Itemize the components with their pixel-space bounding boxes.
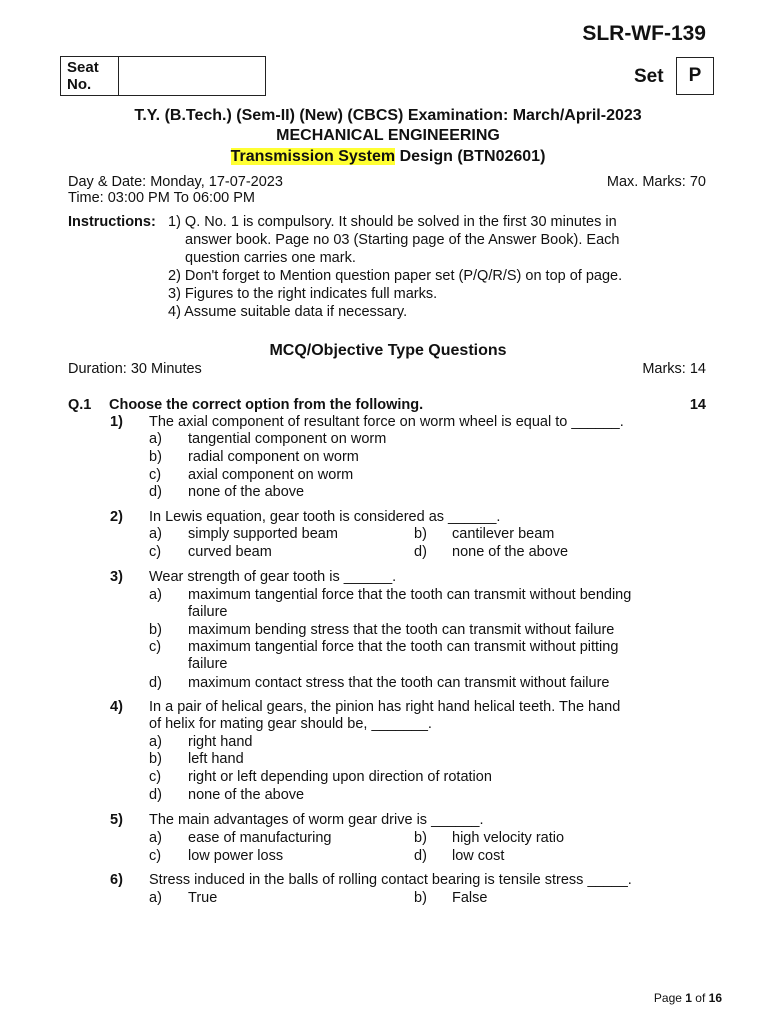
option-letter: a) bbox=[149, 734, 162, 750]
mcq-item bbox=[0, 509, 768, 564]
mcq-text: In a pair of helical gears, the pinion has right hand helical teeth. The hand bbox=[149, 699, 621, 715]
option-text: right hand bbox=[188, 734, 253, 750]
mcq-number: 1) bbox=[110, 414, 123, 430]
seat-number-box bbox=[60, 56, 266, 96]
option-letter: a) bbox=[149, 830, 162, 846]
mcq-text: The axial component of resultant force on worm wheel is equal to ______. bbox=[149, 414, 624, 430]
option-letter: d) bbox=[149, 675, 162, 691]
option-letter: b) bbox=[149, 751, 162, 767]
option-text: cantilever beam bbox=[452, 526, 555, 542]
option-letter: d) bbox=[149, 484, 162, 500]
option-text: none of the above bbox=[188, 787, 305, 803]
mcq-text: Wear strength of gear tooth is ______. bbox=[149, 569, 397, 585]
option-letter: c) bbox=[149, 467, 162, 483]
mcq-text-cont: of helix for mating gear should be, _______. bbox=[149, 716, 432, 732]
page-number: 1 bbox=[685, 991, 692, 1005]
exam-date: Day & Date: Monday, 17-07-2023 bbox=[68, 174, 283, 190]
set-value-box: P bbox=[676, 57, 714, 95]
section-duration: Duration: 30 Minutes bbox=[68, 361, 202, 377]
option-letter: b) bbox=[149, 622, 162, 638]
option-text: none of the above bbox=[452, 544, 569, 560]
option-text: axial component on worm bbox=[188, 467, 354, 483]
option-text: simply supported beam bbox=[188, 526, 338, 542]
mcq-number: 4) bbox=[110, 699, 123, 715]
mcq-item bbox=[0, 699, 768, 807]
option-text: maximum contact stress that the tooth can transmit without failure bbox=[188, 675, 610, 691]
option-text: maximum tangential force that the tooth can transmit without bending bbox=[188, 587, 632, 603]
page-total: 16 bbox=[708, 991, 722, 1005]
question-number: Q.1 bbox=[68, 397, 92, 413]
option-letter: a) bbox=[149, 587, 162, 603]
option-text: curved beam bbox=[188, 544, 272, 560]
mcq-number: 5) bbox=[110, 812, 123, 828]
mcq-number: 2) bbox=[110, 509, 123, 525]
option-text: none of the above bbox=[188, 484, 305, 500]
max-marks: Max. Marks: 70 bbox=[606, 174, 706, 190]
paper-code: SLR-WF-139 bbox=[582, 22, 706, 45]
option-text-cont: failure bbox=[188, 656, 228, 672]
subject-title bbox=[0, 148, 768, 166]
mcq-number: 3) bbox=[110, 569, 123, 585]
option-letter: d) bbox=[414, 544, 427, 560]
mcq-item bbox=[0, 812, 768, 867]
option-text: True bbox=[188, 890, 218, 906]
option-letter: c) bbox=[149, 769, 162, 785]
instructions-label: Instructions: bbox=[68, 214, 156, 230]
option-letter: b) bbox=[414, 830, 427, 846]
option-letter: b) bbox=[414, 890, 427, 906]
option-text: maximum bending stress that the tooth can transmit without failure bbox=[188, 622, 615, 638]
subject-rest: Design (BTN02601) bbox=[395, 148, 546, 165]
subject-highlight: Transmission System bbox=[230, 148, 396, 165]
option-letter: a) bbox=[149, 431, 162, 447]
mcq-number: 6) bbox=[110, 872, 123, 888]
question-marks: 14 bbox=[689, 397, 706, 413]
option-text: maximum tangential force that the tooth can transmit without pitting bbox=[188, 639, 619, 655]
page-mid: of bbox=[691, 991, 709, 1005]
seat-number-field[interactable] bbox=[119, 57, 265, 95]
instruction-line: 1) Q. No. 1 is compulsory. It should be solved in the first 30 minutes in bbox=[168, 214, 617, 230]
page-footer bbox=[654, 991, 722, 1005]
mcq-item bbox=[0, 569, 768, 694]
option-text: low cost bbox=[452, 848, 505, 864]
instruction-line: 3) Figures to the right indicates full marks. bbox=[168, 286, 438, 302]
option-letter: c) bbox=[149, 848, 162, 864]
instruction-line: answer book. Page no 03 (Starting page of the Answer Book). Each bbox=[185, 232, 620, 248]
instruction-line: question carries one mark. bbox=[185, 250, 356, 266]
option-letter: c) bbox=[149, 639, 162, 655]
section-title: MCQ/Objective Type Questions bbox=[269, 342, 507, 359]
page-prefix: Page bbox=[653, 991, 686, 1005]
option-text: left hand bbox=[188, 751, 244, 767]
option-text: right or left depending upon direction of rotation bbox=[188, 769, 492, 785]
set-label: Set bbox=[634, 66, 664, 87]
exam-time: Time: 03:00 PM To 06:00 PM bbox=[68, 190, 255, 206]
option-text: tangential component on worm bbox=[188, 431, 387, 447]
exam-title: T.Y. (B.Tech.) (Sem-II) (New) (CBCS) Examination: March/April-2023 bbox=[134, 107, 642, 124]
option-letter: b) bbox=[414, 526, 427, 542]
question-heading: Choose the correct option from the following. bbox=[109, 397, 424, 413]
mcq-text: Stress induced in the balls of rolling contact bearing is tensile stress _____. bbox=[149, 872, 632, 888]
option-text: radial component on worm bbox=[188, 449, 359, 465]
option-letter: b) bbox=[149, 449, 162, 465]
mcq-text: The main advantages of worm gear drive is ______. bbox=[149, 812, 484, 828]
option-letter: c) bbox=[149, 544, 162, 560]
option-letter: d) bbox=[414, 848, 427, 864]
option-text: low power loss bbox=[188, 848, 284, 864]
department-title: MECHANICAL ENGINEERING bbox=[276, 127, 500, 144]
option-text-cont: failure bbox=[188, 604, 228, 620]
option-letter: a) bbox=[149, 526, 162, 542]
option-text: high velocity ratio bbox=[452, 830, 565, 846]
seat-label: Seat No. bbox=[61, 57, 119, 95]
option-text: ease of manufacturing bbox=[188, 830, 332, 846]
option-text: False bbox=[452, 890, 488, 906]
instruction-line: 2) Don't forget to Mention question paper set (P/Q/R/S) on top of page. bbox=[168, 268, 623, 284]
instruction-line: 4) Assume suitable data if necessary. bbox=[168, 304, 408, 320]
option-letter: a) bbox=[149, 890, 162, 906]
mcq-item bbox=[0, 872, 768, 910]
mcq-text: In Lewis equation, gear tooth is considered as ______. bbox=[149, 509, 501, 525]
mcq-item bbox=[0, 414, 768, 504]
section-marks: Marks: 14 bbox=[642, 361, 706, 377]
option-letter: d) bbox=[149, 787, 162, 803]
